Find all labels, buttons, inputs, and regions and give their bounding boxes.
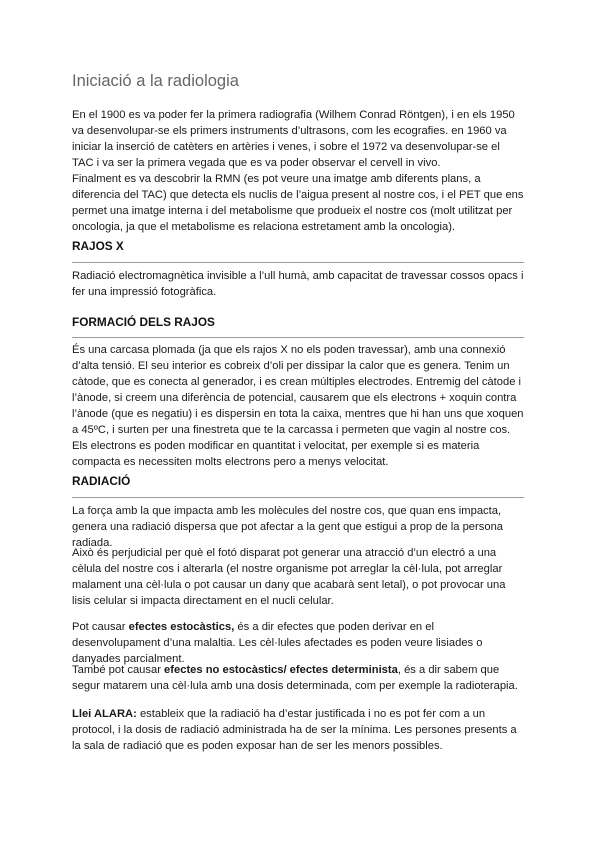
heading-rajos-x: RAJOS X bbox=[72, 239, 124, 253]
section-divider bbox=[72, 337, 524, 338]
estocastics-prefix: Pot causar bbox=[72, 621, 129, 633]
radiacio-paragraph-2: Això és perjudicial per què el fotó disparat pot generar una atracció d’un electró a una cèlula del nostre cos i alterarla (el nostre organisme pot arreglar la cèl·lula, pot arreglar malament una cèl·lula o pot causar un dany que acabarà sent letal), o pot provocar una lisis celular si impacta directament en el nucli celular. bbox=[72, 547, 506, 607]
radiacio-paragraph-alara bbox=[72, 706, 524, 754]
heading-radiacio: RADIACIÓ bbox=[72, 474, 131, 488]
alara-term: Llei ALARA: bbox=[72, 708, 137, 720]
determinista-text: , és a dir sabem que segur matarem una cèl·lula amb una dosis determinada, com per exemple la radioterapia. bbox=[72, 664, 518, 692]
heading-formacio-rajos: FORMACIÓ DELS RAJOS bbox=[72, 315, 215, 329]
page-title: Iniciació a la radiologia bbox=[72, 72, 239, 90]
determinista-term: efectes no estocàstics/ efectes determinista bbox=[164, 664, 398, 676]
estocastics-term: efectes estocàstics, bbox=[128, 621, 235, 633]
alara-text: estableix que la radiació ha d’estar justificada i no es pot fer com a un protocol, i la dosis de radiació administrada ha de ser la mínima. Les persones presents a la sala de radiació que es poden exposar han de ser les menors possibles. bbox=[72, 708, 517, 752]
formacio-paragraph: És una carcasa plomada (ja que els rajos X no els poden travessar), amb una connexió d’alta tensió. El seu interior es cobreix d’oli per dissipar la calor que es genera. Tenim un càtode, que es conecta al generador, i es crean múltiples electrodes. Entremig del càtode i l’ànode, si creem una diferència de potencial, causarem que els electrons + xoquin contra l’ànode (que es negatiu) i es dispersin en tota la caixa, mentres que hi han uns que xoquen a 45ºC, i surten per una finestreta que te la carcassa i permeten que vagin al nostre cos. Els electrons es poden modificar en quantitat i velocitat, per exemple si es materia compacta es necessiten molts electrons pero a menys velocitat. bbox=[72, 344, 524, 468]
intro-paragraph-1: En el 1900 es va poder fer la primera radiografia (Wilhem Conrad Röntgen), i en els 1950 va desenvolupar-se els primers instruments d’ultrasons, com les ecografies. en 1960 va iniciar la inserció de catèters en artèries i venes, i sobre el 1972 va desenvolupar-se el TAC i va ser la primera vegada que es va poder observar el cervell in vivo. bbox=[72, 109, 515, 169]
section-divider bbox=[72, 262, 524, 263]
radiacio-paragraph-estocastics bbox=[72, 619, 524, 667]
estocastics-text: és a dir efectes que poden derivar en el desenvolupament d’una malaltia. Les cèl·lules afectades es poden veure lisiades o danyades parcialment. bbox=[72, 621, 483, 665]
determinista-prefix: També pot causar bbox=[72, 664, 165, 676]
radiacio-paragraph-1: La força amb la que impacta amb les molècules del nostre cos, que quan ens impacta, genera una radiació dispersa que pot afectar a la gent que estigui a prop de la persona radiada. bbox=[72, 505, 504, 549]
radiacio-paragraph-determinista bbox=[72, 662, 524, 694]
intro-paragraph-2: Finalment es va descobrir la RMN (es pot veure una imatge amb diferents plans, a diferencia del TAC) que detecta els nuclis de l’aigua present al nostre cos, i el PET que ens permet una imatge interna i del metabolisme que produeix el nostre cos (molt utilitzat per oncologia, ja que el metabolisme es relaciona estretament amb la oncologia). bbox=[72, 173, 524, 233]
rajos-x-paragraph: Radiació electromagnètica invisible a l’ull humà, amb capacitat de travessar cossos opacs i fer una impressió fotogràfica. bbox=[72, 270, 524, 298]
section-divider bbox=[72, 497, 524, 498]
